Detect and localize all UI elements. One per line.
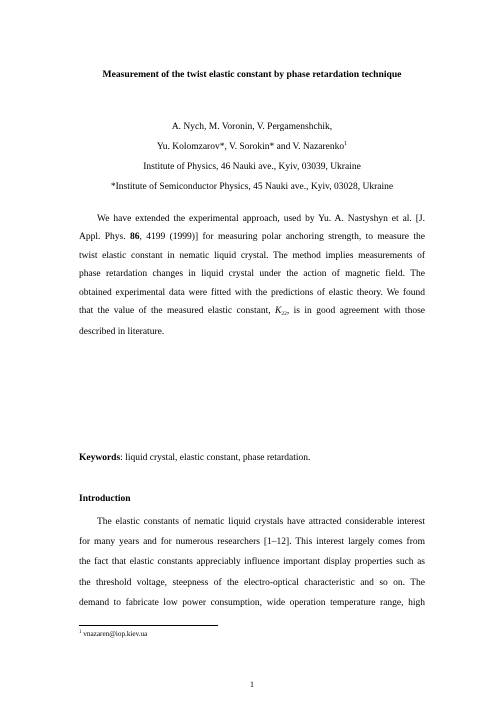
- intro-line: the fact that elastic constants appreciably influence important display properties such as: [79, 557, 425, 568]
- abstract-line: [79, 228, 425, 246]
- keywords-label: Keywords: [79, 453, 121, 463]
- k22-letter: K: [275, 306, 282, 317]
- footnote-mark: 1: [79, 630, 82, 635]
- intro-line: the threshold voltage, steepness of the electro-optical characteristic and so on. The: [79, 577, 425, 588]
- abstract-line: obtained experimental data were fitted with the predictions of elastic theory. We found: [79, 287, 425, 298]
- abstract-line: We have extended the experimental approach, used by Yu. A. Nastyshyn et al. [J.: [97, 214, 425, 224]
- abstract-line: twist elastic constant in nematic liquid crystal. The method implies measurements of: [79, 250, 425, 261]
- page-number: 1: [250, 680, 254, 689]
- footnote: [79, 629, 147, 639]
- affiliation-1: Institute of Physics, 46 Nauki ave., Kyiv, 03039, Ukraine: [143, 162, 361, 172]
- intro-line: The elastic constants of nematic liquid crystals have attracted considerable interest: [97, 517, 425, 527]
- authors-line-2: [40, 141, 464, 154]
- authors-line-2-text: Yu. Kolomzarov*, V. Sorokin* and V. Nazarenko: [156, 142, 345, 152]
- abstract-text: , 4199 (1999)] for measuring polar anchoring strength, to measure the: [139, 232, 425, 243]
- introduction-body: [79, 512, 425, 613]
- author-footnote-mark: 1: [344, 141, 348, 147]
- abstract-text: Appl. Phys.: [79, 232, 130, 243]
- abstract-line: phase retardation changes in liquid crystal under the action of magnetic field. The: [79, 269, 425, 280]
- footnote-email: vnazaren@iop.kiev.ua: [83, 630, 148, 638]
- footnote-divider: [79, 625, 218, 626]
- intro-line: demand to fabricate low power consumption, wide operation temperature range, high: [79, 597, 425, 608]
- k22-symbol: [275, 306, 287, 316]
- volume-number: 86: [130, 232, 140, 243]
- abstract-text: , is in good agreement with those: [286, 306, 425, 317]
- abstract-line: [79, 302, 425, 323]
- paper-title: Measurement of the twist elastic constant by phase retardation technique: [102, 69, 402, 80]
- abstract-text: that the value of the measured elastic constant,: [79, 306, 276, 317]
- k22-subscript: 22: [281, 311, 287, 318]
- abstract: [79, 210, 425, 342]
- section-heading-introduction: Introduction: [79, 494, 131, 504]
- authors-line-1: A. Nych, M. Voronin, V. Pergamenshchik,: [171, 122, 333, 132]
- intro-line: for many years and for numerous researchers [1–12]. This interest largely comes from: [79, 537, 425, 548]
- affiliation-2: *Institute of Semiconductor Physics, 45 Nauki ave., Kyiv, 03028, Ukraine: [110, 182, 394, 192]
- abstract-line: described in literature.: [79, 327, 165, 338]
- keywords: [79, 452, 425, 465]
- keywords-text: : liquid crystal, elastic constant, phase retardation.: [120, 453, 311, 463]
